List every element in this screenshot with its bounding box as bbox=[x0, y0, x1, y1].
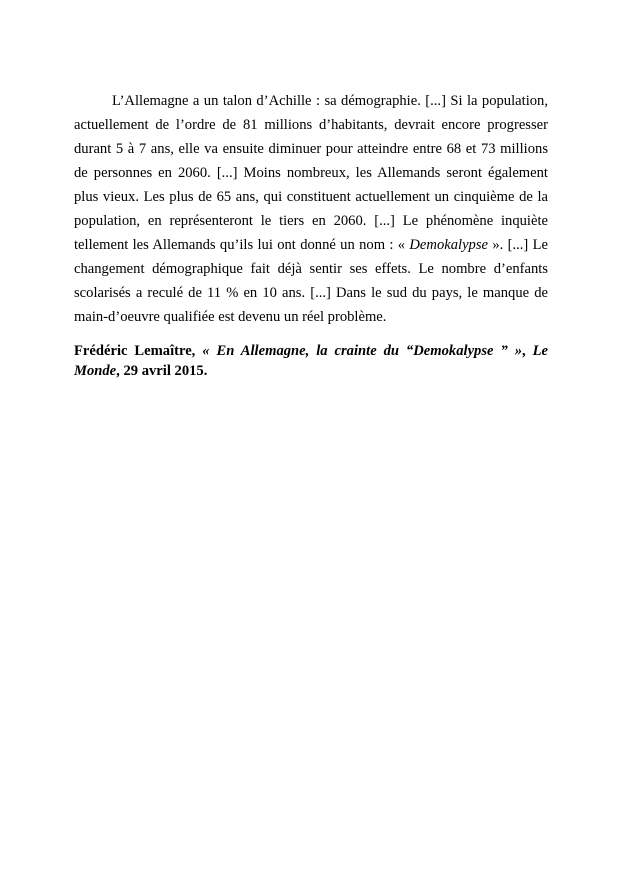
citation-title: « En Allemagne, la crainte du “Demokalypse ” » bbox=[202, 343, 522, 359]
citation-author: Frédéric Lemaître, bbox=[74, 343, 203, 359]
quote-text-part2: ». [...] Le changement démographique fait déjà sentir ses effets. Le nombre d’enfants scolarisés a reculé de 11 % en 10 ans. [...] Dans le sud du pays, le manque de main-d’oeuvre qualifiée est devenu un réel problème. bbox=[74, 237, 548, 325]
quote-opening: L’Allemagne bbox=[112, 93, 189, 109]
citation-separator: , bbox=[522, 343, 533, 359]
quote-text-part1: a un talon d’Achille : sa démographie. [...] Si la population, actuellement de l’ordre de 81 millions d’habitants, devrait encore progresser durant 5 à 7 ans, elle va ensuite diminuer pour atteindre entre 68 et 73 millions de personnes en 2060. [...] Moins nombreux, les Allemands seront également plus vieux. Les plus de 65 ans, qui constituent actuellement un cinquième de la population, en représenteront le tiers en 2060. [...] Le phénomène inquiète tellement les Allemands qu’ils lui ont donné un nom : « bbox=[74, 93, 548, 253]
document-content bbox=[74, 89, 548, 381]
quote-term: Demokalypse bbox=[409, 237, 489, 253]
quote-paragraph bbox=[74, 89, 548, 329]
citation-date: , 29 avril 2015. bbox=[116, 363, 208, 379]
citation-source: Le Monde bbox=[74, 343, 548, 379]
citation bbox=[74, 341, 548, 381]
